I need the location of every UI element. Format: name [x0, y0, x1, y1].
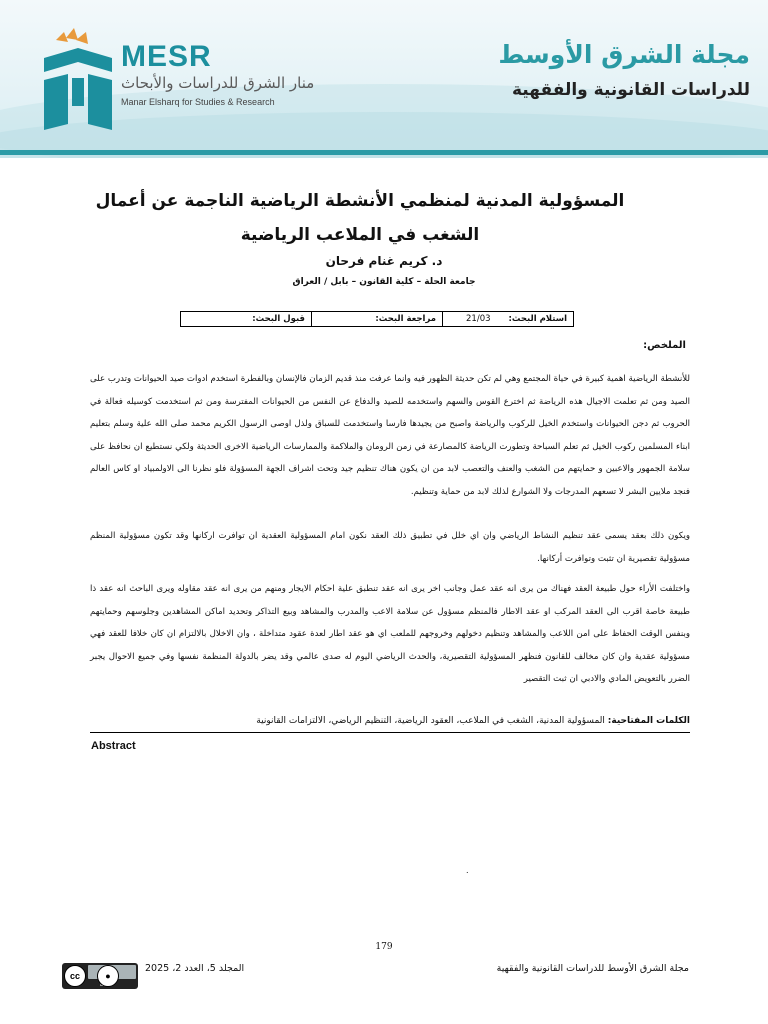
keywords-list: المسؤولية المدنية، الشغب في الملاعب، العقود الرياضية، التنظيم الرياضي، الالتزامات القانونية	[256, 716, 605, 726]
summary-paragraph: ويكون ذلك بعقد يسمى عقد تنظيم النشاط الرياضي وان اي خلل في تطبيق ذلك العقد نكون امام المسؤولية العقدية ان توافرت اركانها وقد تكون مسؤولية المنظم مسؤولية تقصيرية ان تثبت وتوافرت أركانها.	[90, 531, 690, 564]
page-number: 179	[375, 942, 393, 952]
stray-dot: .	[466, 866, 469, 875]
summary-heading: الملخص:	[643, 340, 686, 351]
attribution-person-icon: ●	[97, 965, 119, 987]
review-date-cell	[311, 312, 442, 326]
accepted-label: قبول البحث:	[252, 314, 305, 324]
footer-volume-issue: المجلد 5، العدد 2، 2025	[145, 963, 245, 974]
journal-header	[0, 0, 768, 158]
footer-journal-name: مجلة الشرق الأوسط للدراسات القانونية والفقهية	[496, 963, 689, 974]
article-title: المسؤولية المدنية لمنظمي الأنشطة الرياضية الناجمة عن أعمال الشغب في الملاعب الرياضية	[95, 191, 625, 245]
summary-paragraph: للأنشطة الرياضية اهمية كبيرة في حياة المجتمع وهي لم تكن حديثة الظهور فيه وانما عرفت منذ قديم الزمان فالإنسان وبالفطرة استخدم ادوات صيد الحيوانات وتدرب على الصيد ومن ثم تعلمت الاجيال هذه الرياضة ثم اخترع القوس والسهم واستخدمه للصيد والدفاع عن النفس من الحيوانات المفترسة ومن ثم استخدمت كوسيله فعالة في الحروب ثم دجن الحيوانات واستخدم الخيل للركوب والرياضة واصبح من يجيدها فارسا واستخدمت للسباق ولذل اوصى الرسول الكريم محمد صلى الله علية وسلم بتعليم ابناء المسلمين ركوب الخيل ثم تعلم السباحة وتطورت الرياضة كالمصارعة في زمن الرومان والملاكمة والممارسات الرياضية الاخرى الحديثة ولكي نستطيع ان نحافظ على سلامة الجمهور والاعبين و حمايتهم من الشغب والعنف والتعصب لابد من ان يكون هناك تنظيم جيد وتحت اشراف الجهة المسؤولة فلو نظرنا الى الاولمبياد او كاس العالم فنجد ملايين البشر لا تسعهم المدرجات ولا الشوارع لذلك لابد من حماية وتنظيم.	[90, 374, 690, 497]
author-affiliation: جامعة الحلة – كلية القانون – بابل / العراق	[292, 277, 476, 287]
cc-by-license-icon[interactable]	[62, 963, 138, 989]
received-date-cell	[442, 312, 573, 326]
article-author: د. كريم غنام فرحان	[325, 254, 443, 268]
keywords-line	[90, 716, 690, 726]
received-value: 21/03	[466, 314, 491, 324]
abstract-heading: Abstract	[91, 740, 136, 752]
dates-table	[180, 311, 574, 327]
summary-paragraph: واختلفت الأراء حول طبيعة العقد فهناك من يرى انه عقد عمل وجانب اخر يرى انه عقد تنطبق علية احكام الايجار ومنهم من يرى انه عقد مقاوله ويرى الباحث انه عقد ذا طبيعة خاصة اقرب الى العقد المركب او عقد الاطار فالمنظم مسؤول عن سلامة الاعب والمدرب والمشاهد وبيع التذاكر وتحديد اماكن المشاهدين وجلوسهم وحمايتهم وبنفس الوقت الحفاظ على امن اللاعب والمشاهد وتنظيم دخولهم وخروجهم للملعب اي هو عقد اطار لعدة عقود متداخلة ، وان الاخلال بالالتزام ان كان خلافا للعقد فهي مسؤولية عقدية وان كان مخالف للقانون فنظهر المسؤولية التقصيرية، والحدث الرياضي اليوم له صدى عالمي وقد يضر بالدولة المنظمة نفسها وفي جميع الاحوال يجبر الضرر بالتعويض المادي والادبي ان ثبت التقصير	[90, 584, 690, 685]
journal-name: مجلة الشرق الأوسط	[498, 40, 750, 69]
mesr-logo-icon	[38, 28, 118, 138]
keywords-label: الكلمات المفتاحية:	[607, 716, 690, 726]
keywords-rule	[90, 732, 690, 733]
header-rule	[0, 150, 768, 155]
cc-icon: cc	[64, 965, 86, 987]
logo-english-name: Manar Elsharq for Studies & Research	[121, 97, 275, 107]
logo-arabic-name: منار الشرق للدراسات والأبحاث	[121, 74, 315, 92]
review-label: مراجعة البحث:	[375, 314, 436, 324]
journal-subtitle: للدراسات القانونية والفقهية	[512, 80, 750, 100]
received-label: استلام البحث:	[508, 314, 567, 324]
accepted-date-cell	[181, 312, 311, 326]
logo-wordmark: MESR	[121, 40, 212, 73]
